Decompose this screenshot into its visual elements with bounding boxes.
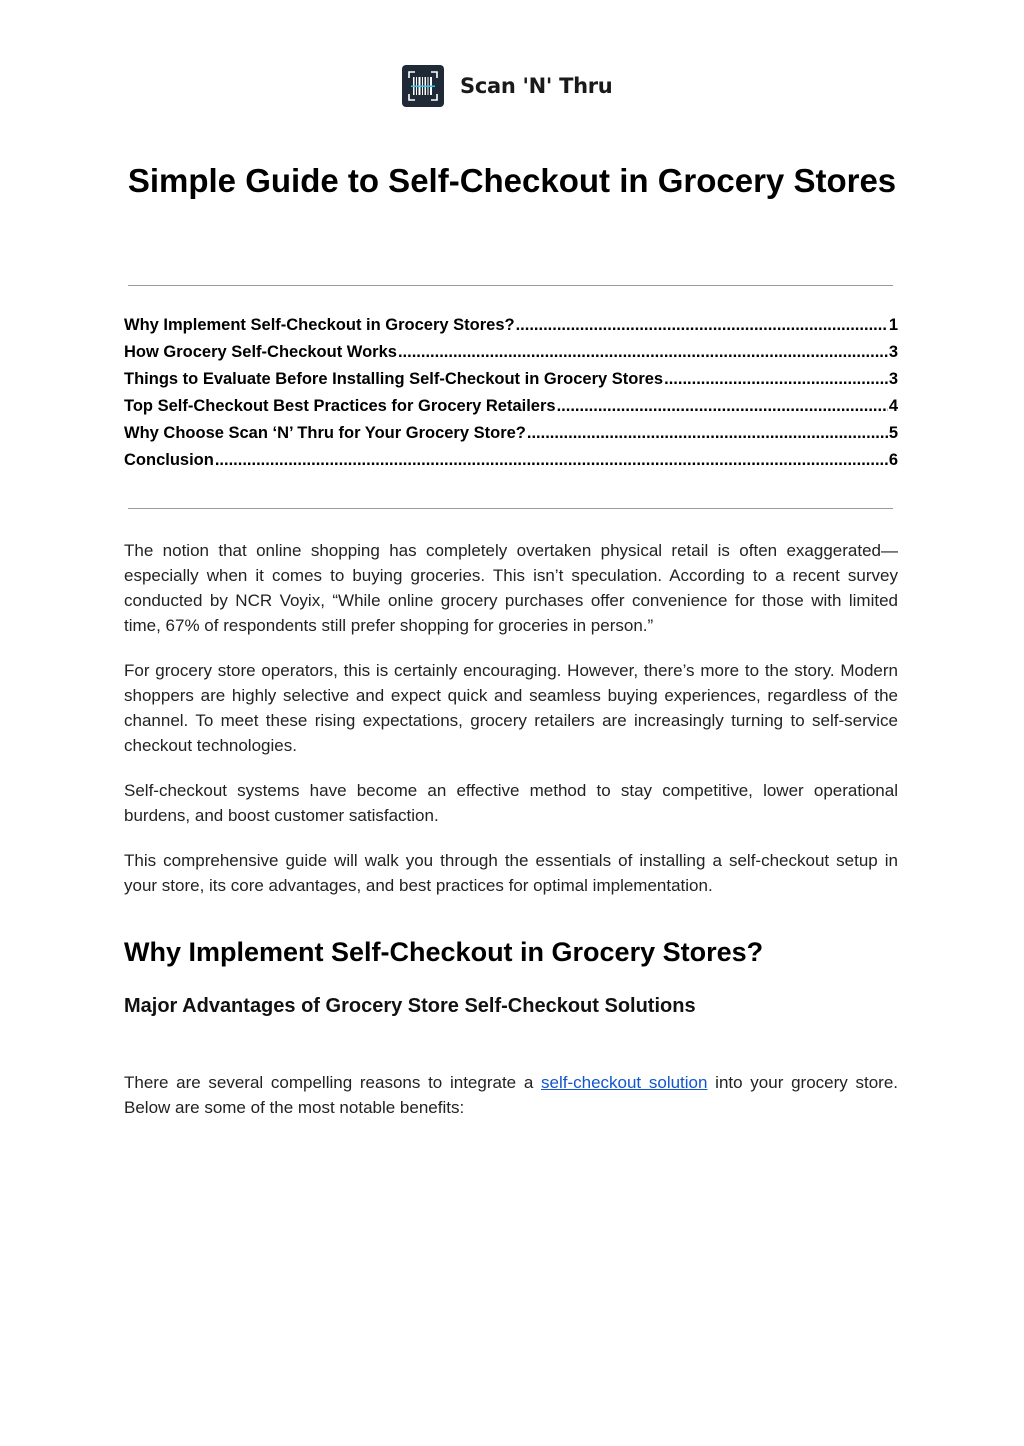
toc-item[interactable]	[124, 316, 898, 343]
toc-item-label: Why Implement Self-Checkout in Grocery Stores?	[124, 316, 515, 334]
divider-top	[128, 285, 893, 286]
toc-item-label: Why Choose Scan ‘N’ Thru for Your Grocery Store?	[124, 424, 526, 442]
toc-item-page: 3	[888, 343, 898, 361]
table-of-contents	[124, 316, 898, 478]
toc-leader-dots	[527, 424, 888, 443]
toc-item[interactable]	[124, 397, 898, 424]
toc-item-label: Conclusion	[124, 451, 214, 469]
toc-item[interactable]	[124, 343, 898, 370]
toc-item-page: 6	[888, 451, 898, 469]
section-heading: Why Implement Self-Checkout in Grocery Stores?	[124, 937, 764, 967]
section-subheading: Major Advantages of Grocery Store Self-Checkout Solutions	[124, 995, 696, 1017]
toc-leader-dots	[664, 370, 888, 389]
intro-paragraph: Self-checkout systems have become an effective method to stay competitive, lower operational burdens, and boost customer satisfaction.	[124, 781, 898, 825]
toc-item-page: 1	[888, 316, 898, 334]
toc-item[interactable]	[124, 424, 898, 451]
benefits-intro-paragraph: There are several compelling reasons to integrate a self-checkout solution into your grocery store. Below are some of the most notable benefits:	[124, 1073, 898, 1117]
document-body	[124, 538, 898, 1140]
toc-item-page: 3	[888, 370, 898, 388]
toc-leader-dots	[557, 397, 888, 416]
toc-leader-dots	[215, 451, 888, 470]
intro-paragraph: This comprehensive guide will walk you through the essentials of installing a self-checkout setup in your store, its core advantages, and best practices for optimal implementation.	[124, 851, 898, 895]
toc-leader-dots	[398, 343, 888, 362]
barcode-scanner-logo-icon	[402, 65, 444, 107]
toc-item-label: Things to Evaluate Before Installing Self-Checkout in Grocery Stores	[124, 370, 664, 388]
brand-name: Scan 'N' Thru	[460, 74, 613, 98]
brand-logo	[402, 64, 612, 108]
toc-item[interactable]	[124, 451, 898, 478]
toc-item[interactable]	[124, 370, 898, 397]
toc-item-page: 5	[888, 424, 898, 442]
self-checkout-solution-link[interactable]: self-checkout solution	[541, 1073, 708, 1092]
toc-item-page: 4	[888, 397, 898, 415]
brand-name-accent: 'N'	[522, 74, 553, 98]
divider-bottom	[128, 508, 893, 509]
intro-paragraph: For grocery store operators, this is certainly encouraging. However, there’s more to the story. Modern shoppers are highly selective and expect quick and seamless buying experiences, regardless of the channel. To meet these rising expectations, grocery retailers are increasingly turning to self-service checkout technologies.	[124, 661, 898, 755]
page-title: Simple Guide to Self-Checkout in Grocery Stores	[127, 162, 897, 199]
toc-item-label: How Grocery Self-Checkout Works	[124, 343, 397, 361]
toc-item-label: Top Self-Checkout Best Practices for Grocery Retailers	[124, 397, 556, 415]
intro-paragraph: The notion that online shopping has completely overtaken physical retail is often exaggerated—especially when it comes to buying groceries. This isn’t speculation. According to a recent survey conducted by NCR Voyix, “While online grocery purchases offer convenience for those with limited time, 67% of respondents still prefer shopping for groceries in person.”	[124, 541, 898, 635]
toc-leader-dots	[516, 316, 888, 335]
